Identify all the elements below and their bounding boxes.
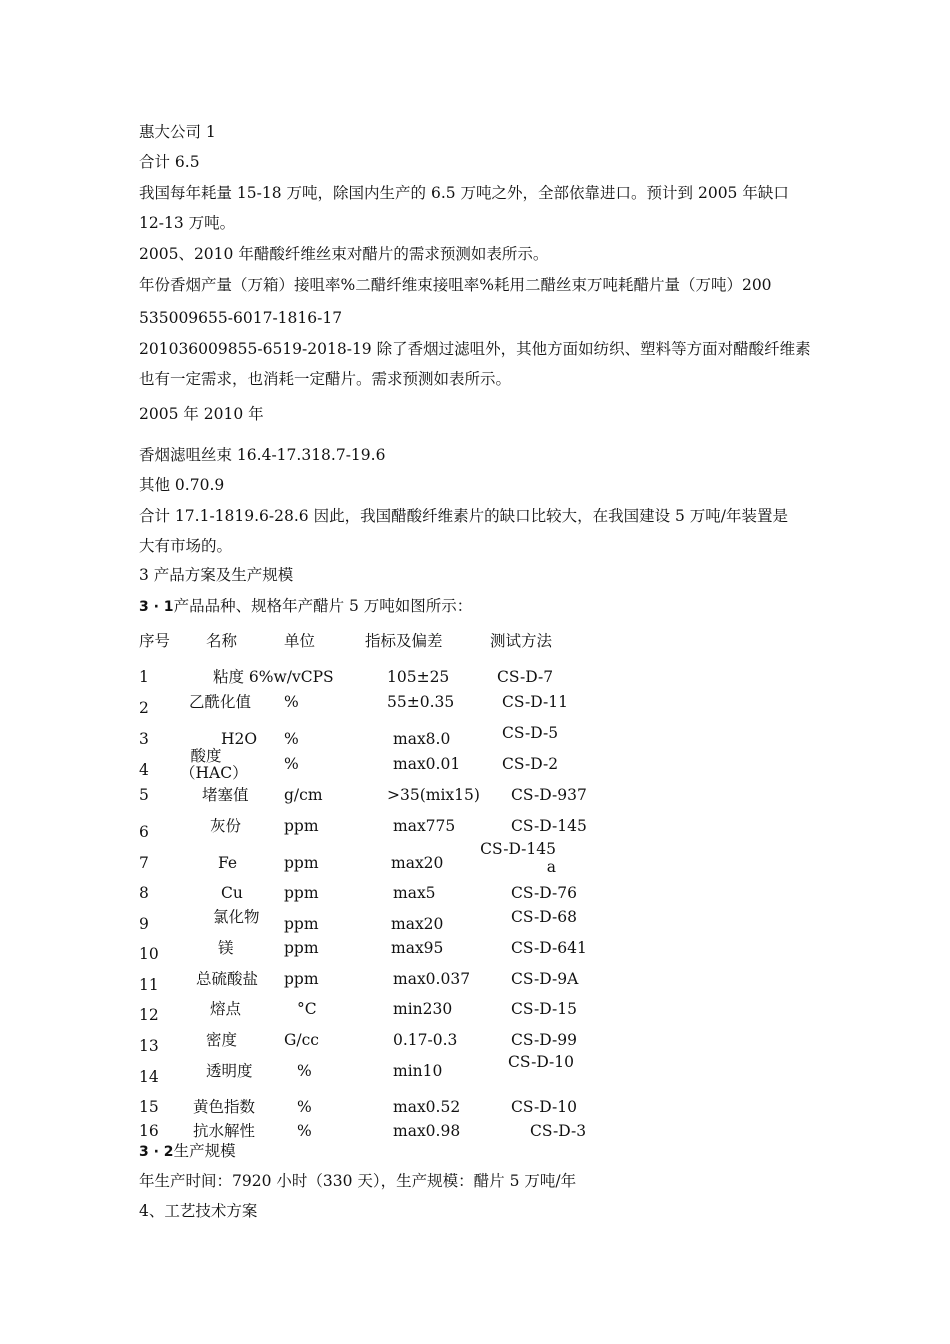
table-cell-unit: % xyxy=(284,755,299,773)
paragraph: 201036009855-6519-2018-19 除了香烟过滤咀外，其他方面如纺织、塑料等方面对醋酸纤维素 xyxy=(139,340,811,358)
table-cell-name: 黄色指数 xyxy=(193,1098,256,1116)
table-cell-spec: 105±25 xyxy=(387,668,450,686)
table-cell-no: 14 xyxy=(139,1068,159,1086)
table-cell-name: 酸度（HAC） xyxy=(180,747,248,782)
table-cell-name: Cu xyxy=(221,884,243,902)
subsection-title: 产品品种、规格年产醋片 5 万吨如图所示： xyxy=(173,597,473,615)
paragraph: 其他 0.70.9 xyxy=(139,476,225,494)
table-cell-no: 7 xyxy=(139,854,149,872)
subsection-title: 生产规模 xyxy=(173,1142,236,1160)
table-cell-spec: max775 xyxy=(393,817,456,835)
table-cell-no: 11 xyxy=(139,976,159,994)
table-cell-no: 4 xyxy=(139,761,149,779)
subsection-number: 3 · 2 xyxy=(139,1144,174,1160)
paragraph: 年生产时间：7920 小时（330 天），生产规模：醋片 5 万吨/年 xyxy=(139,1172,577,1190)
table-cell-spec: max20 xyxy=(391,915,444,933)
table-cell-name: 堵塞值 xyxy=(202,786,249,804)
table-cell-method: CS-D-7 xyxy=(497,668,554,686)
table-cell-method: CS-D-10 xyxy=(511,1098,577,1116)
table-cell-unit: ppm xyxy=(284,939,319,957)
paragraph: 合计 6.5 xyxy=(139,153,200,171)
paragraph: 合计 17.1-1819.6-28.6 因此，我国醋酸纤维素片的缺口比较大，在我国建设 5 万吨/年装置是 xyxy=(139,507,789,525)
paragraph: 12-13 万吨。 xyxy=(139,214,236,232)
table-cell-spec: max95 xyxy=(391,939,444,957)
table-cell-name: 抗水解性 xyxy=(193,1122,256,1140)
table-cell-name: H2O xyxy=(221,730,258,748)
table-cell-name: 总硫酸盐 xyxy=(196,970,259,988)
table-cell-unit: % xyxy=(297,1062,312,1080)
table-cell-name: Fe xyxy=(218,854,238,872)
table-cell-spec: 0.17-0.3 xyxy=(393,1031,458,1049)
table-cell-name: 粘度 6%w/vCPS xyxy=(213,668,334,686)
table-cell-method: CS-D-145a xyxy=(480,840,556,876)
table-cell-name: 氯化物 xyxy=(213,908,260,926)
table-header-unit: 单位 xyxy=(284,632,316,650)
table-cell-no: 10 xyxy=(139,945,159,963)
paragraph: 大有市场的。 xyxy=(139,537,233,555)
table-cell-spec: max5 xyxy=(393,884,436,902)
table-cell-spec: 55±0.35 xyxy=(387,693,455,711)
table-cell-name: 透明度 xyxy=(206,1062,253,1080)
table-cell-unit: ppm xyxy=(284,854,319,872)
subsection-heading xyxy=(139,595,472,618)
table-cell-method: CS-D-11 xyxy=(502,693,568,711)
table-cell-spec: max8.0 xyxy=(393,730,451,748)
table-cell-method: CS-D-10 xyxy=(508,1053,574,1071)
table-cell-method: CS-D-76 xyxy=(511,884,577,902)
paragraph: 惠大公司 1 xyxy=(139,123,216,141)
table-cell-method: CS-D-3 xyxy=(530,1122,587,1140)
table-cell-no: 2 xyxy=(139,699,149,717)
table-cell-unit: % xyxy=(284,693,299,711)
table-cell-method: CS-D-937 xyxy=(511,786,587,804)
section-heading: 3 产品方案及生产规模 xyxy=(139,566,294,584)
paragraph: 年份香烟产量（万箱）接咀率%二醋纤维束接咀率%耗用二醋丝束万吨耗醋片量（万吨）200 xyxy=(139,276,772,294)
table-cell-spec: max0.01 xyxy=(393,755,461,773)
table-cell-unit: % xyxy=(297,1122,312,1140)
paragraph: 也有一定需求，也消耗一定醋片。需求预测如表所示。 xyxy=(139,370,512,388)
table-cell-no: 1 xyxy=(139,668,149,686)
section-heading: 4、工艺技术方案 xyxy=(139,1202,258,1220)
table-cell-unit: G/cc xyxy=(284,1031,319,1049)
table-cell-name: 灰份 xyxy=(210,817,242,835)
table-cell-name: 熔点 xyxy=(210,1000,242,1018)
table-cell-no: 16 xyxy=(139,1122,159,1140)
table-cell-no: 9 xyxy=(139,915,149,933)
table-cell-unit: ppm xyxy=(284,970,319,988)
table-cell-no: 12 xyxy=(139,1006,159,1024)
table-cell-unit: °C xyxy=(297,1000,317,1018)
table-cell-spec: max0.52 xyxy=(393,1098,461,1116)
table-cell-name: 乙酰化值 xyxy=(189,693,252,711)
paragraph: 香烟滤咀丝束 16.4-17.318.7-19.6 xyxy=(139,446,386,464)
table-cell-method: CS-D-5 xyxy=(502,724,559,742)
table-cell-method: CS-D-9A xyxy=(511,970,579,988)
table-header-no: 序号 xyxy=(139,632,171,650)
table-cell-unit: ppm xyxy=(284,884,319,902)
paragraph: 2005、2010 年醋酸纤维丝束对醋片的需求预测如表所示。 xyxy=(139,245,549,263)
table-cell-no: 15 xyxy=(139,1098,159,1116)
table-cell-no: 5 xyxy=(139,786,149,804)
table-cell-unit: % xyxy=(284,730,299,748)
table-cell-spec: max0.037 xyxy=(393,970,471,988)
table-header-name: 名称 xyxy=(206,632,238,650)
table-header-spec: 指标及偏差 xyxy=(365,632,443,650)
table-header-method: 测试方法 xyxy=(490,632,553,650)
table-cell-unit: % xyxy=(297,1098,312,1116)
subsection-number: 3 · 1 xyxy=(139,599,174,615)
paragraph: 我国每年耗量 15-18 万吨，除国内生产的 6.5 万吨之外，全部依靠进口。预计到 2005 年缺口 xyxy=(139,184,789,202)
table-cell-spec: max0.98 xyxy=(393,1122,461,1140)
paragraph: 2005 年 2010 年 xyxy=(139,405,264,423)
table-cell-no: 13 xyxy=(139,1037,159,1055)
table-cell-method: CS-D-2 xyxy=(502,755,559,773)
table-cell-method: CS-D-641 xyxy=(511,939,587,957)
table-cell-spec: >35(mix15) xyxy=(387,786,480,804)
table-cell-no: 6 xyxy=(139,823,149,841)
table-cell-name: 密度 xyxy=(206,1031,238,1049)
table-cell-unit: ppm xyxy=(284,817,319,835)
table-cell-spec: min230 xyxy=(393,1000,453,1018)
table-cell-spec: min10 xyxy=(393,1062,443,1080)
table-cell-method: CS-D-99 xyxy=(511,1031,577,1049)
table-cell-unit: ppm xyxy=(284,915,319,933)
paragraph: 535009655-6017-1816-17 xyxy=(139,309,343,327)
table-cell-no: 3 xyxy=(139,730,149,748)
table-cell-unit: g/cm xyxy=(284,786,323,804)
subsection-heading xyxy=(139,1140,236,1163)
table-cell-name: 镁 xyxy=(218,939,234,957)
table-cell-method: CS-D-145 xyxy=(511,817,587,835)
table-cell-no: 8 xyxy=(139,884,149,902)
table-cell-method: CS-D-15 xyxy=(511,1000,577,1018)
table-cell-spec: max20 xyxy=(391,854,444,872)
table-cell-method: CS-D-68 xyxy=(511,908,577,926)
